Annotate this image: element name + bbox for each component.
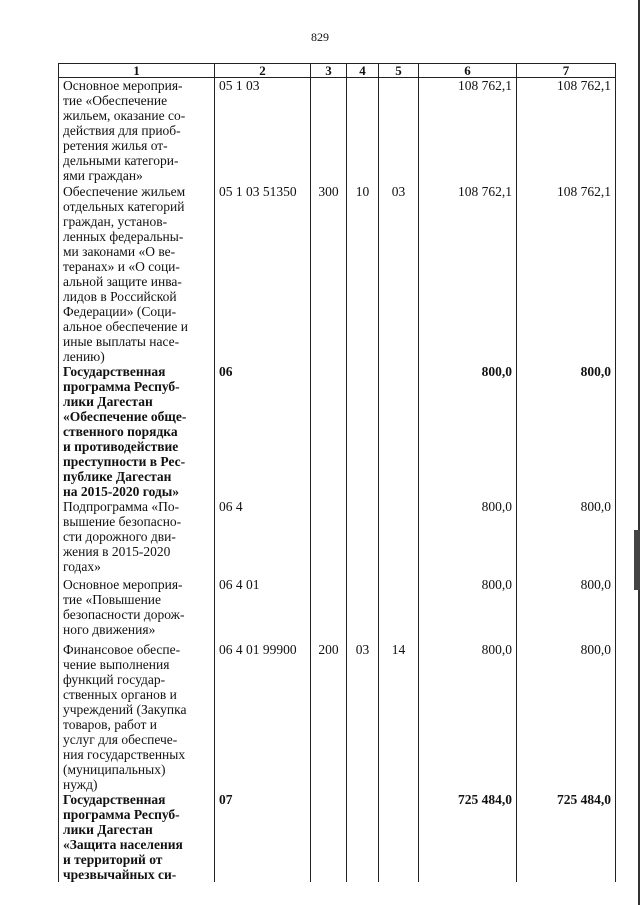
row-col4-cell (347, 364, 379, 499)
row-code-cell: 05 1 03 (215, 78, 311, 184)
budget-table (58, 63, 616, 882)
table-row (59, 577, 616, 642)
scan-edge-mark (634, 530, 640, 590)
row-col5-cell (379, 364, 419, 499)
row-code-cell: 06 (215, 364, 311, 499)
row-col5-cell (379, 78, 419, 184)
row-col7-amount: 725 484,0 (517, 792, 616, 882)
column-header: 4 (347, 64, 379, 78)
row-name-cell: Государственная программа Респуб- лики Дагестан «Обеспечение обще- ственного порядка и противодействие преступности в Рес- публике Дагестан на 2015-2020 годы» (59, 364, 215, 499)
row-code-cell: 05 1 03 51350 (215, 184, 311, 364)
row-name-cell: Государственная программа Респуб- лики Дагестан «Защита населения и территорий от чрезвычайных си- (59, 792, 215, 882)
column-header: 5 (379, 64, 419, 78)
row-col3-cell: 300 (311, 184, 347, 364)
table-row (59, 184, 616, 364)
column-header: 6 (419, 64, 517, 78)
row-col6-amount: 800,0 (419, 577, 517, 642)
row-col3-cell (311, 792, 347, 882)
row-col7-amount: 108 762,1 (517, 184, 616, 364)
row-col6-amount: 800,0 (419, 642, 517, 792)
row-col4-cell (347, 577, 379, 642)
row-col5-cell: 14 (379, 642, 419, 792)
row-name-cell: Подпрограмма «По- вышение безопасно- сти дорожного дви- жения в 2015-2020 годах» (59, 499, 215, 577)
row-col5-cell: 03 (379, 184, 419, 364)
row-col6-amount: 725 484,0 (419, 792, 517, 882)
row-col7-amount: 800,0 (517, 642, 616, 792)
page-number: 829 (311, 30, 329, 44)
row-col3-cell (311, 577, 347, 642)
row-col5-cell (379, 499, 419, 577)
row-code-cell: 06 4 (215, 499, 311, 577)
table-body (59, 78, 616, 882)
row-name-cell: Основное мероприя- тие «Повышение безопасности дорож- ного движения» (59, 577, 215, 642)
row-col5-cell (379, 792, 419, 882)
row-col7-amount: 108 762,1 (517, 78, 616, 184)
row-name-cell: Основное мероприя- тие «Обеспечение жильем, оказание со- действия для приоб- ретения жилья от- дельными категори- ями граждан» (59, 78, 215, 184)
row-col6-amount: 800,0 (419, 364, 517, 499)
row-code-cell: 07 (215, 792, 311, 882)
column-header-row (59, 64, 616, 78)
row-code-cell: 06 4 01 99900 (215, 642, 311, 792)
row-col6-amount: 800,0 (419, 499, 517, 577)
row-col5-cell (379, 577, 419, 642)
row-col6-amount: 108 762,1 (419, 184, 517, 364)
table-row (59, 364, 616, 499)
table-row (59, 78, 616, 184)
column-header: 1 (59, 64, 215, 78)
row-col3-cell (311, 499, 347, 577)
table-row (59, 499, 616, 577)
row-col7-amount: 800,0 (517, 577, 616, 642)
row-col6-amount: 108 762,1 (419, 78, 517, 184)
row-col4-cell (347, 499, 379, 577)
row-col3-cell (311, 364, 347, 499)
row-col7-amount: 800,0 (517, 364, 616, 499)
column-header: 2 (215, 64, 311, 78)
column-header: 7 (517, 64, 616, 78)
column-header: 3 (311, 64, 347, 78)
table-row (59, 642, 616, 792)
row-col3-cell (311, 78, 347, 184)
row-col4-cell (347, 792, 379, 882)
row-name-cell: Финансовое обеспе- чение выполнения функций государ- ственных органов и учреждений (Закупка товаров, работ и услуг для обеспече- ния государственных (муниципальных) нужд) (59, 642, 215, 792)
row-code-cell: 06 4 01 (215, 577, 311, 642)
row-name-cell: Обеспечение жильем отдельных категорий граждан, установ- ленных федеральны- ми законами «О ве- теранах» и «О соци- альной защите инва- лидов в Российской Федерации» (Соци- альное обеспечение и иные выплаты насе- лению) (59, 184, 215, 364)
row-col4-cell (347, 78, 379, 184)
row-col4-cell: 03 (347, 642, 379, 792)
row-col7-amount: 800,0 (517, 499, 616, 577)
row-col3-cell: 200 (311, 642, 347, 792)
table-row (59, 792, 616, 882)
row-col4-cell: 10 (347, 184, 379, 364)
